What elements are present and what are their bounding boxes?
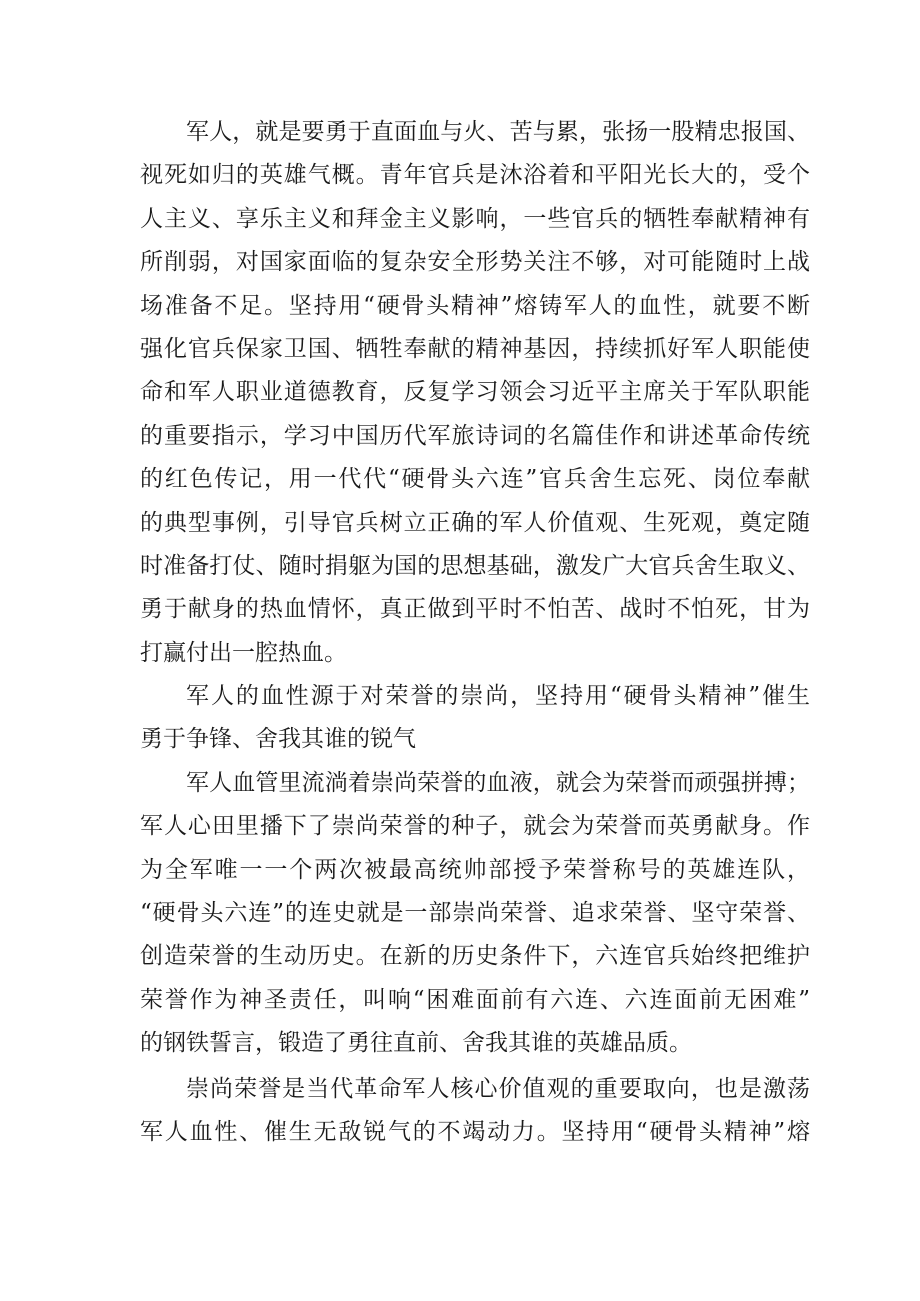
text-line: 创造荣誉的生动历史。在新的历史条件下，六连官兵始终把维护 (140, 943, 810, 970)
text-line: 打赢付出一腔热血。 (140, 639, 347, 666)
text-line: 的钢铁誓言，锻造了勇往直前、舍我其谁的英雄品质。 (140, 1030, 692, 1057)
paragraph-1 (140, 111, 810, 675)
text-line: 时准备打仗、随时捐躯为国的思想基础，激发广大官兵舍生取义、 (140, 552, 810, 579)
text-line: 勇于献身的热血情怀，真正做到平时不怕苦、战时不怕死，甘为 (140, 596, 810, 623)
text-line: 场准备不足。坚持用“硬骨头精神”熔铸军人的血性，就要不断 (140, 292, 810, 319)
heading-line: 勇于争锋、舍我其谁的锐气 (140, 726, 416, 753)
text-line: 视死如归的英雄气概。青年官兵是沐浴着和平阳光长大的，受个 (140, 162, 810, 189)
text-line: 人主义、享乐主义和拜金主义影响，一些官兵的牺牲奉献精神有 (140, 205, 810, 232)
text-line: 为全军唯一一个两次被最高统帅部授予荣誉称号的英雄连队， (140, 856, 810, 883)
text-line: “硬骨头六连”的连史就是一部崇尚荣誉、追求荣誉、坚守荣誉、 (140, 900, 810, 927)
paragraph-2 (140, 762, 810, 1066)
text-line: 荣誉作为神圣责任，叫响“困难面前有六连、六连面前无困难” (140, 986, 810, 1013)
heading-line: 军人的血性源于对荣誉的崇尚，坚持用“硬骨头精神”催生 (186, 683, 810, 710)
paragraph-3 (140, 1068, 810, 1155)
text-line: 崇尚荣誉是当代革命军人核心价值观的重要取向，也是激荡 (186, 1075, 810, 1102)
text-line: 军人血性、催生无敌锐气的不竭动力。坚持用“硬骨头精神”熔 (140, 1118, 810, 1145)
body-text (140, 111, 810, 1154)
text-line: 命和军人职业道德教育，反复学习领会习近平主席关于军队职能 (140, 379, 810, 406)
text-line: 的重要指示，学习中国历代军旅诗词的名篇佳作和讲述革命传统 (140, 422, 810, 449)
text-line: 军人，就是要勇于直面血与火、苦与累，张扬一股精忠报国、 (186, 119, 810, 145)
text-line: 所削弱，对国家面临的复杂安全形势关注不够，对可能随时上战 (140, 249, 810, 276)
text-line: 的红色传记，用一代代“硬骨头六连”官兵舍生忘死、岗位奉献 (140, 466, 810, 493)
section-heading (140, 675, 810, 762)
text-line: 军人心田里播下了崇尚荣誉的种子，就会为荣誉而英勇献身。作 (140, 813, 810, 840)
text-line: 强化官兵保家卫国、牺牲奉献的精神基因，持续抓好军人职能使 (140, 335, 810, 362)
text-line: 军人血管里流淌着崇尚荣誉的血液，就会为荣誉而顽强拼搏； (186, 769, 810, 796)
text-line: 的典型事例，引导官兵树立正确的军人价值观、生死观，奠定随 (140, 509, 810, 536)
